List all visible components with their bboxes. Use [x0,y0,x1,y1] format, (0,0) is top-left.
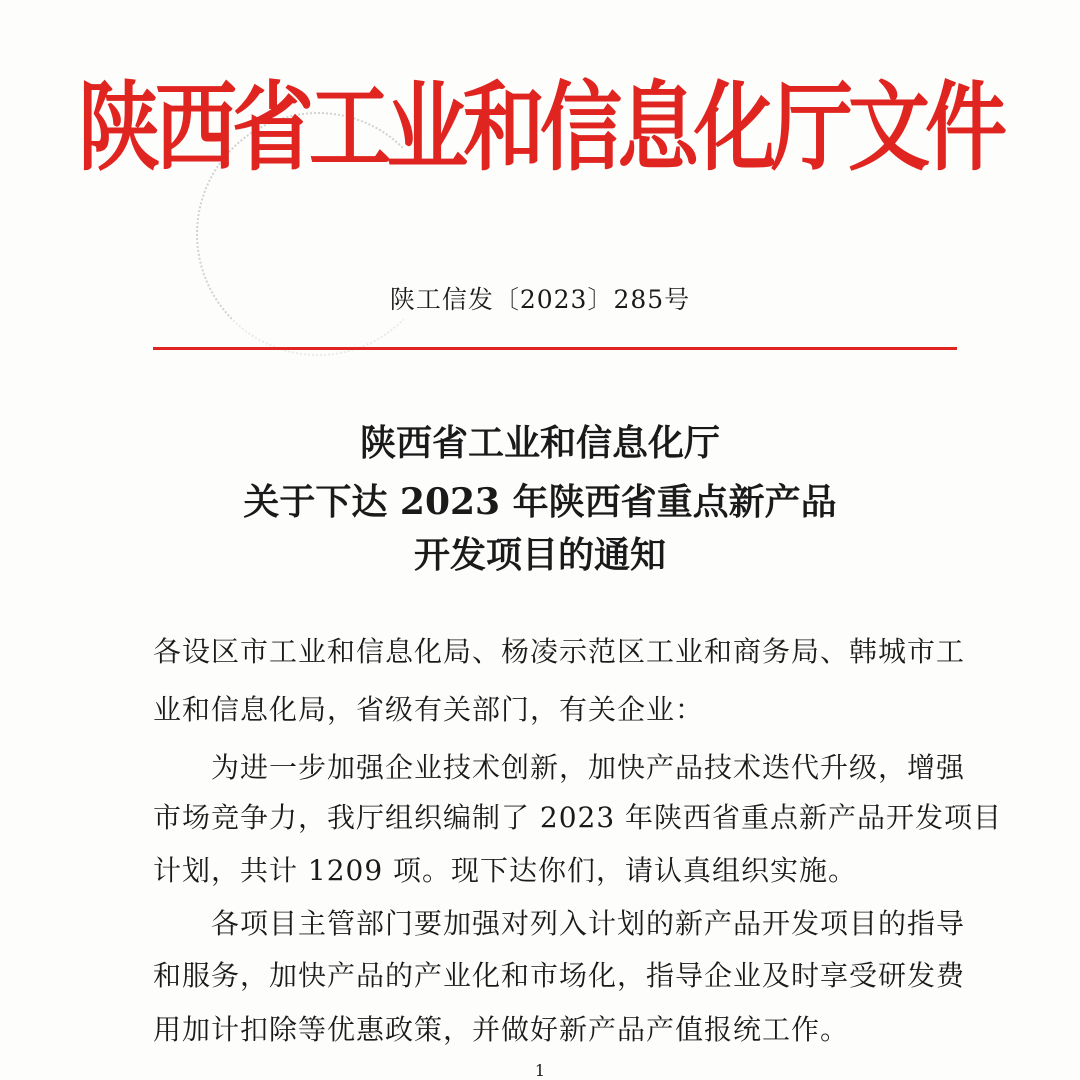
page-number: 1 [534,1061,546,1080]
red-divider-line [153,347,957,350]
notice-title-line-2: 关于下达 2023 年陕西省重点新产品 [243,481,837,523]
body-line-addressees-1: 各设区市工业和信息化局、杨凌示范区工业和商务局、韩城市工 [153,635,966,668]
body-line-para1-3: 计划，共计 1209 项。现下达你们，请认真组织实施。 [153,854,858,887]
body-line-para2-3: 用加计扣除等优惠政策，并做好新产品产值报统工作。 [153,1013,850,1046]
body-line-para1-2: 市场竞争力，我厅组织编制了 2023 年陕西省重点新产品开发项目 [153,801,1003,834]
document-number: 陕工信发〔2023〕285号 [389,285,691,314]
notice-title-line-3: 开发项目的通知 [413,534,666,576]
body-line-para2-2: 和服务，加快产品的产业化和市场化，指导企业及时享受研发费 [153,959,966,992]
masthead-title: 陕西省工业和信息化厅文件 [77,72,1002,185]
body-line-addressees-2: 业和信息化局，省级有关部门，有关企业： [153,693,705,726]
notice-title-line-1: 陕西省工业和信息化厅 [359,422,720,464]
body-line-para1-1: 为进一步加强企业技术创新，加快产品技术迭代升级，增强 [211,751,966,784]
body-line-para2-1: 各项目主管部门要加强对列入计划的新产品开发项目的指导 [211,907,966,940]
